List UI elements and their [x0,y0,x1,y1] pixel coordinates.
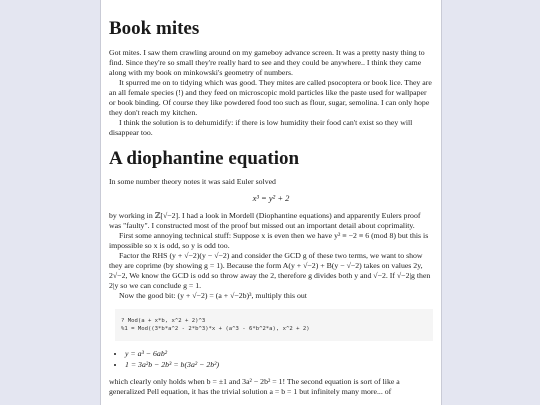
post-title-diophantine: A diophantine equation [109,147,300,169]
article-page [100,0,442,405]
equation-list [109,349,433,371]
code-line: %1 = Mod((3*b*a^2 - 2*b^3)*x + (a^3 - 6*b^2*a), x^2 + 2) [121,326,310,333]
list-item: • y = a³ − 6ab² [125,349,433,360]
paragraph: It spurred me on to tidying which was good. They mites are called psocoptera or book lice. They are an all female species (!) and they feed on microscopic mold particles like the paste used for wallpaper or book binding. Of course they like powdered food too such as flour, sugar, semolina. I can only hope they don't reach my kitchen. [109,77,432,117]
paragraph: I think the solution is to dehumidify: if there is low humidity their food can't exist so they will disappear too. [109,117,413,137]
paragraph: which clearly only holds when b = ±1 and 3a² − 2b² = 1! The second equation is sort of like a generalized Pell equation, it has the trivial solution a = b = 1 but infinitely many more... of [109,377,400,397]
list-item: • 1 = 3a²b − 2b³ = b(3a² − 2b²) [125,360,433,371]
code-block [115,309,433,341]
paragraph: First some annoying technical stuff: Suppose x is even then we have y² ≡ −2 ≡ 6 (mod 8) but this is impossible so x is odd, so y is odd too. [109,231,429,251]
code-line: ? Mod(a + x*b, x^2 + 2)^3 [121,318,206,325]
paragraph: by working in ℤ[√−2]. I had a look in Mordell (Diophantine equations) and apparently Eulers proof was "faulty". I constructed most of the proof but missed out an important detail about coprimality. [109,211,421,231]
paragraph: In some number theory notes it was said Euler solved [109,177,276,187]
paragraph: Factor the RHS (y + √−2)(y − √−2) and consider the GCD g of these two terms, we want to show they are coprime (by showing g = 1). Because the form A(y + √−2) + B(y − √−2) takes on values 2y, 2√−2, We know the GCD is odd so throw away the 2, therefore g divides both y and √−2. If √−2|g then 2|y so we can conclude g = 1. [109,251,431,291]
article-content [101,0,441,397]
display-equation: x³ = y² + 2 [252,193,290,204]
paragraph: Now the good bit: (y + √−2) = (a + √−2b)³, multiply this out [119,291,307,301]
paragraph: Got mites. I saw them crawling around on my gameboy advance screen. It was a pretty nasty thing to find. Since they're so small they're really hard to see and they could be anywhere.. I think they came along with my book on minkowski's geometry of numbers. [109,47,425,77]
post-title-book-mites: Book mites [109,18,200,39]
